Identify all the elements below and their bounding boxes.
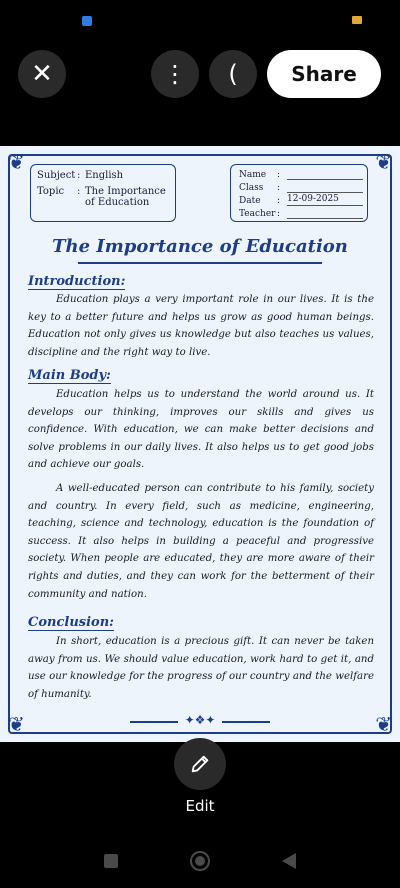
more-icon: ⋮ [163, 60, 187, 88]
conclusion-paragraph: In short, education is a precious gift. It can never be taken away from us. We should value education, work hard to get it, and use our knowledge for the progress of our country and the welfare of humanity. [28, 636, 374, 700]
corner-ornament-icon: ❦ [375, 712, 392, 736]
back-icon[interactable] [282, 853, 296, 869]
corner-ornament-icon: ❦ [8, 150, 25, 174]
status-bar [0, 0, 400, 40]
teacher-label: Teacher [239, 209, 276, 219]
footer-line [222, 721, 270, 723]
subject-value: English [85, 170, 124, 181]
name-field [287, 168, 363, 180]
class-field [287, 181, 363, 193]
subject-label: Subject [37, 170, 76, 181]
footer-ornament [130, 713, 270, 728]
main-body-paragraph-2: A well-educated person can contribute to his family, society and country. In every field, such as medicine, engineering, teaching, science and technology, education is the foundation of success. It also helps in building a peaceful and progressive society. When people are educated, they are more aware of their rights and duties, and they can work for the betterment of their community and nation. [28, 483, 374, 600]
notification-icon [82, 16, 92, 26]
name-row [239, 168, 365, 180]
topic-row [37, 186, 169, 208]
colon: : [277, 170, 281, 180]
title-underline [78, 262, 322, 264]
edit-button[interactable] [174, 738, 226, 790]
name-label: Name [239, 170, 267, 180]
partial-icon: ( [228, 60, 238, 88]
teacher-row [239, 207, 365, 219]
date-value: 12-09-2025 [287, 194, 363, 206]
topic-label: Topic [37, 186, 65, 197]
pencil-icon [189, 753, 211, 775]
conclusion-heading: Conclusion: [28, 615, 114, 630]
battery-icon [352, 16, 362, 24]
home-dot [195, 856, 205, 866]
colon: : [277, 196, 281, 206]
date-label: Date [239, 196, 261, 206]
footer-line [130, 721, 178, 723]
colon: : [277, 183, 281, 193]
more-options-button[interactable] [151, 50, 199, 98]
class-row [239, 181, 365, 193]
introduction-paragraph: Education plays a very important role in our lives. It is the key to a better future and helps us grow as good human beings. Education not only gives us knowledge but also teaches us values, discipline and the right way to live. [28, 294, 374, 358]
date-row [239, 194, 365, 206]
subject-info-box [30, 164, 176, 222]
colon: : [77, 170, 81, 181]
main-body-heading: Main Body: [28, 368, 111, 383]
teacher-field [287, 207, 363, 219]
share-button[interactable]: Share [267, 50, 381, 98]
partial-button[interactable] [209, 50, 257, 98]
class-label: Class [239, 183, 264, 193]
student-meta-box [230, 164, 368, 222]
colon: : [277, 209, 281, 219]
colon: : [77, 186, 81, 197]
recent-apps-icon[interactable] [104, 854, 118, 868]
flower-ornament-icon: ✦❖✦ [184, 713, 216, 727]
corner-ornament-icon: ❦ [375, 150, 392, 174]
close-icon: ✕ [31, 59, 53, 89]
corner-ornament-icon: ❦ [8, 712, 25, 736]
topic-value: The Importance of Education [85, 186, 166, 208]
document-image [0, 146, 400, 742]
introduction-heading: Introduction: [28, 274, 126, 289]
edit-label[interactable]: Edit [185, 797, 215, 815]
subject-row [37, 170, 169, 181]
close-button[interactable] [18, 50, 66, 98]
main-body-paragraph-1: Education helps us to understand the world around us. It develops our thinking, improves our skills and gives us confidence. With education, we can make better decisions and solve problems in our daily lives. It also helps us to get good jobs and achieve our goals. [28, 389, 374, 471]
document-title: The Importance of Education [52, 236, 348, 257]
